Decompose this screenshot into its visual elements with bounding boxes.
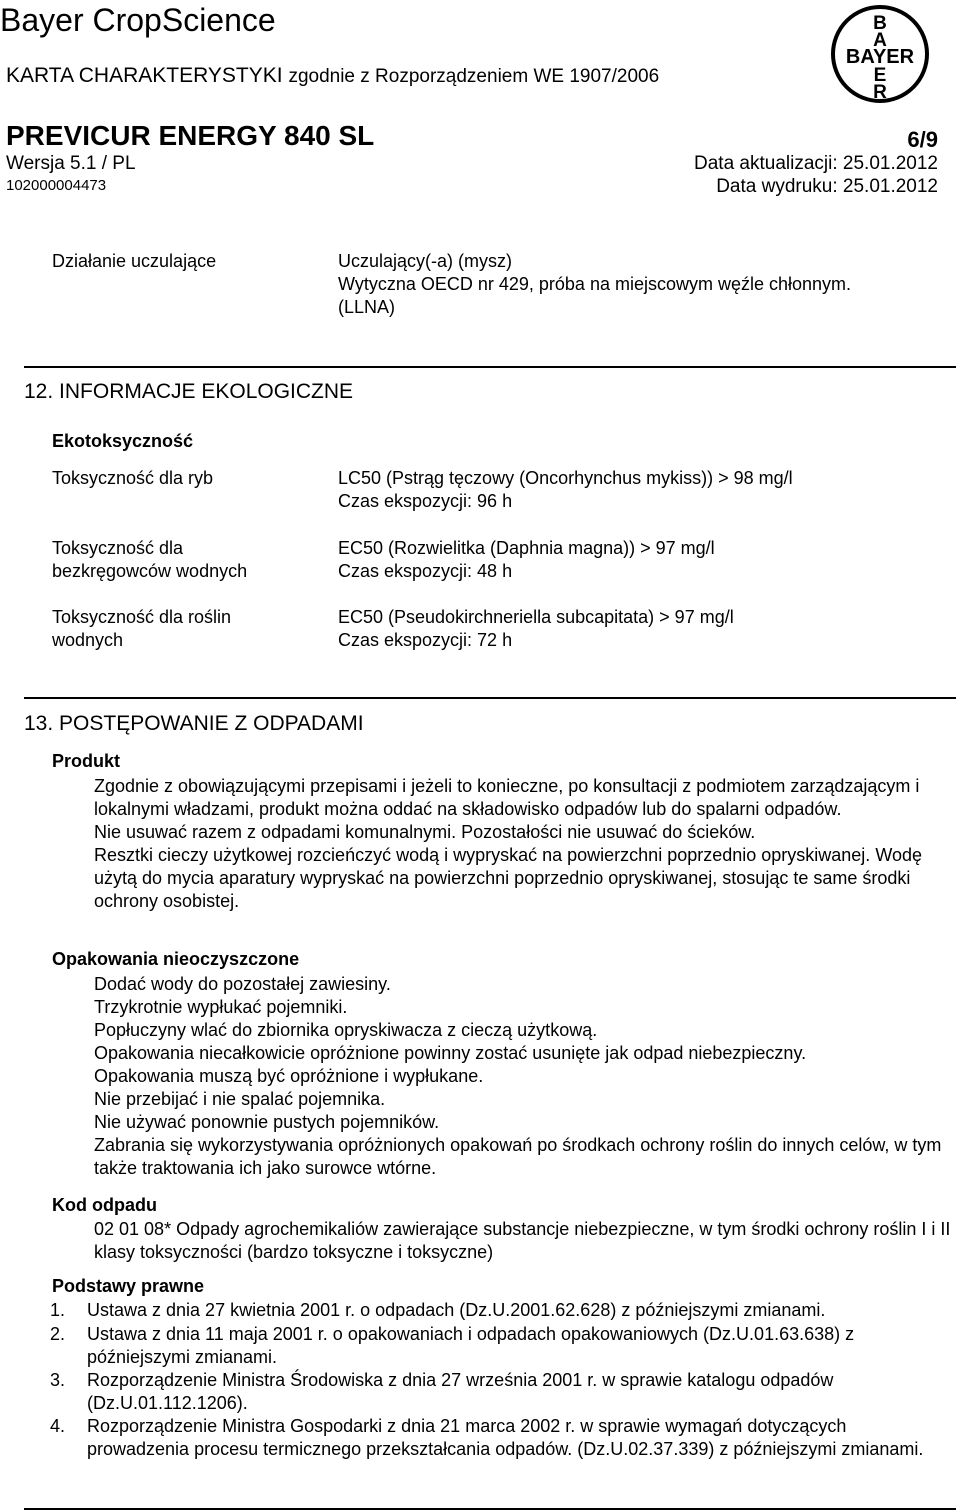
section-divider	[24, 697, 956, 699]
plant-toxicity-label-line: Toksyczność dla roślin	[52, 607, 232, 627]
plant-toxicity-value-line: Czas ekspozycji: 72 h	[338, 630, 513, 650]
packaging-instructions	[94, 973, 954, 1180]
invertebrate-toxicity-label-line: bezkręgowców wodnych	[52, 561, 248, 581]
fish-toxicity-label	[52, 467, 213, 490]
fish-toxicity-label-line: Toksyczność dla ryb	[52, 468, 214, 488]
packaging-heading: Opakowania nieoczyszczone	[52, 949, 300, 969]
plant-toxicity-value	[338, 606, 734, 652]
legal-item-number: 3.	[50, 1370, 66, 1390]
product-heading: Produkt	[52, 751, 121, 771]
legal-item-text: Ustawa z dnia 27 kwietnia 2001 r. o odpadach (Dz.U.2001.62.628) z późniejszymi zmianami.	[87, 1300, 826, 1320]
product-paragraph: Nie usuwać razem z odpadami komunalnymi. Pozostałości nie usuwać do ścieków.	[94, 822, 756, 842]
sensitization-label: Działanie uczulające	[52, 251, 217, 271]
version: Wersja 5.1 / PL	[6, 153, 136, 174]
document-code: 102000004473	[6, 177, 107, 194]
fish-toxicity-value-line: LC50 (Pstrąg tęczowy (Oncorhynchus mykiss)) > 98 mg/l	[338, 468, 793, 488]
packaging-line: Opakowania niecałkowicie opróżnione powinny zostać usunięte jak odpad niebezpieczny.	[94, 1043, 807, 1063]
invertebrate-toxicity-value-line: EC50 (Rozwielitka (Daphnia magna)) > 97 mg/l	[338, 538, 715, 558]
packaging-line: Zabrania się wykorzystywania opróżnionych opakowań po środkach ochrony roślin do innych celów, w tym także traktowania ich jako surowce wtórne.	[94, 1135, 942, 1178]
ecotoxicity-subtitle: Ekotoksyczność	[52, 431, 194, 451]
packaging-line: Nie używać ponownie pustych pojemników.	[94, 1112, 440, 1132]
logo-letter: A	[873, 30, 887, 51]
update-date: Data aktualizacji: 25.01.2012	[694, 153, 938, 174]
document-type-main: KARTA CHARAKTERYSTYKI	[6, 64, 283, 87]
legal-item-text: Rozporządzenie Ministra Środowiska z dnia 27 września 2001 r. w sprawie katalogu odpadów (Dz.U.01.112.1206).	[87, 1370, 834, 1414]
legal-item-number: 4.	[50, 1416, 66, 1436]
invertebrate-toxicity-value-line: Czas ekspozycji: 48 h	[338, 561, 513, 581]
product-name: PREVICUR ENERGY 840 SL	[6, 120, 375, 151]
logo-horizontal-word: BAYER	[845, 46, 915, 68]
fish-toxicity-value-line: Czas ekspozycji: 96 h	[338, 491, 513, 511]
legal-item-text: Ustawa z dnia 11 maja 2001 r. o opakowaniach i odpadach opakowaniowych (Dz.U.01.63.638) z późniejszymi zmianami.	[87, 1324, 855, 1368]
logo-letter: R	[873, 82, 887, 103]
section-13-title: 13. POSTĘPOWANIE Z ODPADAMI	[24, 712, 364, 735]
document-type-regulation: zgodnie z Rozporządzeniem WE 1907/2006	[288, 66, 660, 87]
print-date: Data wydruku: 25.01.2012	[716, 176, 938, 197]
section-divider	[24, 366, 956, 368]
sensitization-line: Uczulający(-a) (mysz)	[338, 251, 513, 271]
plant-toxicity-label	[52, 606, 231, 652]
page-number: 6/9	[907, 127, 938, 152]
sensitization-line: Wytyczna OECD nr 429, próba na miejscowym węźle chłonnym.	[338, 274, 852, 294]
product-paragraph: Resztki cieczy użytkowej rozcieńczyć wodą i wypryskać na powierzchni poprzednio opryskiwanej. Wodę użytą do mycia aparatury wypryskać na powierzchni poprzednio opryskiwanej, stosując te same środki ochrony osobistej.	[94, 845, 923, 911]
logo-letter: B	[873, 13, 887, 34]
footer-divider	[24, 1508, 956, 1510]
packaging-line: Popłuczyny wlać do zbiornika opryskiwacza z cieczą użytkową.	[94, 1020, 598, 1040]
logo-letter: E	[873, 65, 887, 86]
legal-item-number: 2.	[50, 1324, 66, 1344]
sensitization-value	[338, 250, 851, 319]
waste-code-heading: Kod odpadu	[52, 1195, 157, 1215]
invertebrate-toxicity-label	[52, 537, 247, 583]
bayer-cross-logo	[830, 4, 930, 104]
packaging-line: Nie przebijać i nie spalać pojemnika.	[94, 1089, 386, 1109]
document-type	[6, 64, 659, 88]
waste-code-text: 02 01 08* Odpady agrochemikaliów zawierające substancje niebezpieczne, w tym środki ochrony roślin I i II klasy toksyczności (bardzo toksyczne i toksyczne)	[94, 1219, 951, 1262]
sensitization-line: (LLNA)	[338, 297, 396, 317]
legal-item-text: Rozporządzenie Ministra Gospodarki z dnia 21 marca 2002 r. w sprawie wymagań dotyczących prowadzenia procesu termicznego przekształcania odpadów. (Dz.U.02.37.339) z późniejszymi zmianami.	[87, 1416, 924, 1460]
fish-toxicity-value	[338, 467, 793, 513]
plant-toxicity-value-line: EC50 (Pseudokirchneriella subcapitata) > 97 mg/l	[338, 607, 734, 627]
plant-toxicity-label-line: wodnych	[52, 630, 124, 650]
packaging-line: Opakowania muszą być opróżnione i wypłukane.	[94, 1066, 484, 1086]
product-paragraph: Zgodnie z obowiązującymi przepisami i jeżeli to konieczne, po konsultacji z podmiotem zarządzającym i lokalnymi władzami, produkt można oddać na składowisko odpadów lub do spalarni odpadów.	[94, 776, 920, 819]
legal-item-number: 1.	[50, 1300, 66, 1320]
packaging-line: Trzykrotnie wypłukać pojemniki.	[94, 997, 348, 1017]
packaging-line: Dodać wody do pozostałej zawiesiny.	[94, 974, 391, 994]
company-name: Bayer CropScience	[0, 2, 276, 38]
product-disposal-text	[94, 775, 954, 913]
section-12-title: 12. INFORMACJE EKOLOGICZNE	[24, 380, 354, 403]
legal-basis-heading: Podstawy prawne	[52, 1276, 205, 1296]
invertebrate-toxicity-value	[338, 537, 715, 583]
invertebrate-toxicity-label-line: Toksyczność dla	[52, 538, 184, 558]
